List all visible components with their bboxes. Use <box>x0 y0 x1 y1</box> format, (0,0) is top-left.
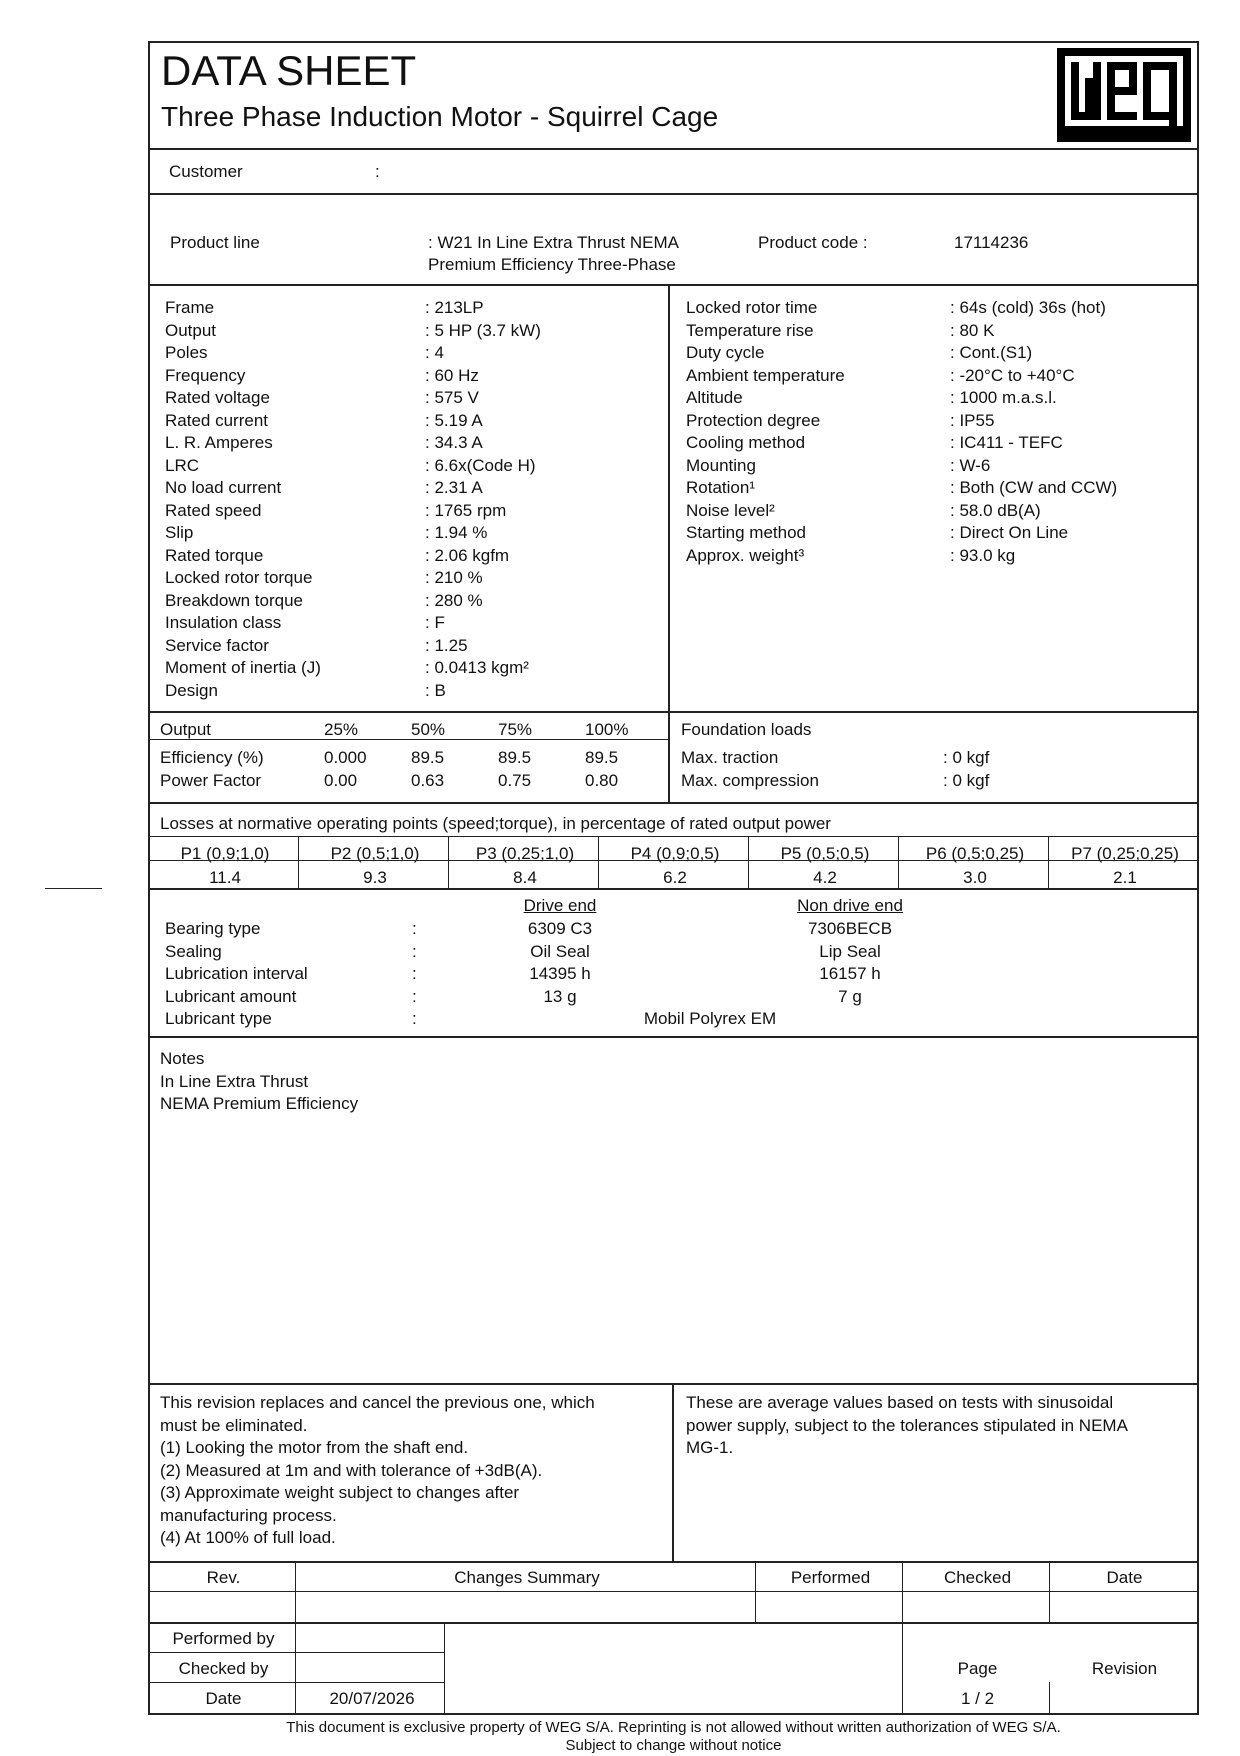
spec-value: : 1.25 <box>425 635 468 655</box>
losses-col-line <box>1048 836 1049 888</box>
changes-summary-header: Changes Summary <box>454 1568 600 1587</box>
spec-value: : 210 % <box>425 568 483 587</box>
page-subtitle: Three Phase Induction Motor - Squirrel Cage <box>161 101 719 132</box>
max-traction-label: Max. traction <box>681 748 779 767</box>
spec-value: : 2.31 A <box>425 478 483 497</box>
perf-header-25: 25% <box>324 720 359 739</box>
efficiency-75: 89.5 <box>498 748 532 767</box>
losses-row-line <box>148 836 1199 837</box>
spec-value: : 4 <box>425 343 444 362</box>
drive-end-heading: Drive end <box>523 896 597 915</box>
spec-value: : 280 % <box>425 590 483 610</box>
loss-value-p2: 9.3 <box>363 868 387 887</box>
footnote-line: (2) Measured at 1m and with tolerance of +3dB(A). <box>160 1460 543 1480</box>
footnote-line: manufacturing process. <box>160 1505 337 1525</box>
spec-label: Rated voltage <box>165 388 270 407</box>
spec-value: : Cont.(S1) <box>950 343 1033 362</box>
loss-point-p2: P2 (0,5;1,0) <box>330 844 420 863</box>
column-divider <box>668 284 670 802</box>
rev-col-line <box>295 1561 296 1715</box>
spec-value: : Direct On Line <box>950 523 1069 542</box>
power-factor-50: 0.63 <box>411 771 445 790</box>
spec-label: Starting method <box>686 523 807 542</box>
footnote-line: These are average values based on tests with sinusoidal <box>686 1393 1114 1412</box>
spec-label: Ambient temperature <box>686 365 845 385</box>
spec-label: Insulation class <box>165 613 282 632</box>
spec-value: : 60 Hz <box>425 365 479 385</box>
footnote-line: (3) Approximate weight subject to changes after <box>160 1483 520 1502</box>
spec-value: : 5 HP (3.7 kW) <box>425 320 541 340</box>
rev-col-line <box>755 1561 756 1622</box>
spec-value: : 93.0 kg <box>950 545 1016 565</box>
drive-end-value: Oil Seal <box>530 941 590 961</box>
bearing-colon: : <box>412 941 417 961</box>
bearing-label: Lubricant type <box>165 1009 272 1028</box>
product-line-label: Product line <box>170 233 260 252</box>
loss-value-p4: 6.2 <box>663 868 687 887</box>
non-drive-end-value: 7306BECB <box>807 919 893 938</box>
spec-label: Approx. weight³ <box>686 545 805 565</box>
efficiency-50: 89.5 <box>411 748 445 767</box>
efficiency-label: Efficiency (%) <box>160 748 264 767</box>
spec-value: : 80 K <box>950 320 995 340</box>
efficiency-100: 89.5 <box>585 748 619 767</box>
spec-label: Protection degree <box>686 410 821 430</box>
footer-copyright: This document is exclusive property of WEG S/A. Reprinting is not allowed without written authorization of WEG S/A. <box>286 1719 1061 1736</box>
weg-logo-mark <box>1057 48 1191 142</box>
spec-value: : 575 V <box>425 388 479 407</box>
max-compression-value: : 0 kgf <box>943 771 990 790</box>
bearing-colon: : <box>412 986 417 1006</box>
spec-value: : B <box>425 680 446 700</box>
loss-value-p7: 2.1 <box>1113 868 1137 887</box>
revision-label: Revision <box>1091 1659 1158 1678</box>
spec-value: : IP55 <box>950 410 995 430</box>
divider <box>148 1622 1199 1624</box>
spec-label: Mounting <box>686 455 756 475</box>
bearing-label: Bearing type <box>165 919 261 938</box>
checked-header: Checked <box>943 1568 1012 1587</box>
max-compression-label: Max. compression <box>681 771 819 790</box>
footnote-line: power supply, subject to the tolerances stipulated in NEMA <box>686 1415 1128 1435</box>
right-spec-labels <box>686 298 845 568</box>
spec-label: Design <box>165 680 218 700</box>
power-factor-75: 0.75 <box>498 771 532 790</box>
rev-col-line <box>1049 1561 1050 1622</box>
spec-label: LRC <box>165 455 200 475</box>
non-drive-end-heading: Non drive end <box>797 896 903 915</box>
notes-title: Notes <box>160 1049 205 1068</box>
spec-label: Locked rotor time <box>686 298 818 317</box>
spec-value: : 213LP <box>425 298 484 317</box>
date-label: Date <box>205 1689 242 1708</box>
loss-point-p4: P4 (0,9;0,5) <box>630 844 720 863</box>
footnotes-right <box>686 1393 1128 1461</box>
losses-col-line <box>448 836 449 888</box>
spec-label: Altitude <box>686 388 743 407</box>
signoff-line <box>148 1682 444 1683</box>
right-spec-values <box>950 298 1117 568</box>
footer-notice: Subject to change without notice <box>565 1737 782 1754</box>
signoff-col-line <box>444 1622 445 1715</box>
drive-end-value: 13 g <box>543 986 577 1006</box>
spec-value: : 2.06 kgfm <box>425 545 510 565</box>
loss-point-p7: P7 (0,25;0,25) <box>1071 844 1179 863</box>
spec-label: Noise level² <box>686 500 775 520</box>
perf-header-line <box>148 739 668 740</box>
product-line-value-2: Premium Efficiency Three-Phase <box>428 255 676 274</box>
bearing-labels <box>165 919 308 1032</box>
spec-value: : F <box>425 613 445 632</box>
page-title: DATA SHEET <box>161 47 417 94</box>
spec-value: : 5.19 A <box>425 410 483 430</box>
spec-value: : 1000 m.a.s.l. <box>950 388 1057 407</box>
footnote-line: This revision replaces and cancel the previous one, which <box>160 1393 595 1412</box>
spec-value: : -20°C to +40°C <box>950 365 1075 385</box>
loss-point-p1: P1 (0,9;1,0) <box>180 844 270 863</box>
divider <box>148 193 1199 195</box>
product-code-value: 17114236 <box>954 233 1029 252</box>
spec-label: Output <box>165 320 217 340</box>
customer-colon: : <box>375 162 380 181</box>
product-line-value: : W21 In Line Extra Thrust NEMA <box>428 233 679 252</box>
loss-point-p3: P3 (0,25;1,0) <box>475 844 575 863</box>
notes-line: In Line Extra Thrust <box>160 1071 309 1091</box>
spec-label: Moment of inertia (J) <box>165 658 321 677</box>
spec-label: Frame <box>165 298 215 317</box>
non-drive-end-value: 7 g <box>838 986 862 1006</box>
spec-label: Temperature rise <box>686 320 814 340</box>
bearing-colon: : <box>412 964 417 983</box>
losses-col-line <box>598 836 599 888</box>
spec-label: Cooling method <box>686 433 806 452</box>
signoff-line <box>148 1652 444 1653</box>
spec-label: Rated speed <box>165 500 262 520</box>
bearing-label: Lubrication interval <box>165 964 308 983</box>
bearing-colons <box>412 919 417 1032</box>
spec-label: Duty cycle <box>686 343 765 362</box>
non-drive-end-value: Lip Seal <box>819 941 881 961</box>
spec-label: Rated current <box>165 410 268 430</box>
loss-point-p5: P5 (0,5;0,5) <box>780 844 870 863</box>
spec-label: Slip <box>165 523 194 542</box>
losses-col-line <box>298 836 299 888</box>
notes-block <box>160 1049 358 1117</box>
spec-label: Breakdown torque <box>165 590 303 610</box>
perf-header-50: 50% <box>411 720 446 739</box>
power-factor-25: 0.00 <box>324 771 358 790</box>
spec-value: : 34.3 A <box>425 433 483 452</box>
date-value: 20/07/2026 <box>329 1689 415 1708</box>
spec-label: Poles <box>165 343 208 362</box>
spec-value: : 64s (cold) 36s (hot) <box>950 298 1106 317</box>
lubricant-type-value: Mobil Polyrex EM <box>643 1009 777 1028</box>
spec-value: : 0.0413 kgm² <box>425 658 529 677</box>
weg-logo <box>1057 48 1191 142</box>
power-factor-100: 0.80 <box>585 771 619 790</box>
left-spec-values <box>425 298 541 703</box>
divider <box>148 802 1199 804</box>
performed-by-label: Performed by <box>172 1629 275 1648</box>
drive-end-value: 6309 C3 <box>527 919 593 938</box>
drive-end-value: 14395 h <box>529 964 591 983</box>
bearing-colon: : <box>412 1009 417 1028</box>
perf-header-75: 75% <box>498 720 533 739</box>
footnote-line: must be eliminated. <box>160 1415 308 1435</box>
spec-value: : 58.0 dB(A) <box>950 500 1041 520</box>
notes-line: NEMA Premium Efficiency <box>160 1094 359 1113</box>
divider <box>148 1561 1199 1563</box>
perf-header-label: Output <box>160 720 212 739</box>
spec-value: : 1765 rpm <box>425 500 507 520</box>
footnote-line: (1) Looking the motor from the shaft end. <box>160 1438 469 1457</box>
loss-value-p5: 4.2 <box>813 868 837 887</box>
date-header: Date <box>1106 1568 1143 1587</box>
left-spec-labels <box>165 298 321 703</box>
non-drive-end-values <box>750 919 950 1009</box>
spec-label: Service factor <box>165 635 269 655</box>
page-number: 1 / 2 <box>960 1689 995 1708</box>
spec-label: Locked rotor torque <box>165 568 313 587</box>
losses-col-line <box>898 836 899 888</box>
divider <box>148 148 1199 150</box>
rev-col-line <box>902 1561 903 1715</box>
spec-label: Rated torque <box>165 545 264 565</box>
bearing-label: Lubricant amount <box>165 986 297 1006</box>
loss-value-p3: 8.4 <box>513 868 537 887</box>
losses-row-line <box>148 860 1199 861</box>
spec-value: : W-6 <box>950 455 991 475</box>
divider <box>148 284 1199 286</box>
checked-by-label: Checked by <box>178 1659 269 1678</box>
spec-value: : IC411 - TEFC <box>950 433 1063 452</box>
spec-label: No load current <box>165 478 282 497</box>
spec-value: : Both (CW and CCW) <box>950 478 1118 497</box>
spec-label: Frequency <box>165 365 246 385</box>
divider <box>148 888 1199 890</box>
losses-col-line <box>748 836 749 888</box>
spec-value: : 6.6x(Code H) <box>425 455 536 475</box>
loss-value-p6: 3.0 <box>963 868 987 887</box>
foundation-title: Foundation loads <box>681 720 812 739</box>
performed-header: Performed <box>790 1568 871 1587</box>
spec-value: : 1.94 % <box>425 523 488 542</box>
loss-point-p6: P6 (0,5;0,25) <box>925 844 1025 863</box>
divider <box>148 1036 1199 1038</box>
bearing-label: Sealing <box>165 941 222 961</box>
footnote-line: MG-1. <box>686 1438 734 1457</box>
divider <box>148 711 1199 713</box>
spec-label: Rotation¹ <box>686 478 755 497</box>
product-code-label: Product code : <box>758 233 868 252</box>
customer-label: Customer <box>169 162 243 181</box>
rev-header: Rev. <box>206 1568 241 1587</box>
perf-header-100: 100% <box>585 720 629 739</box>
spec-label: L. R. Amperes <box>165 433 273 452</box>
power-factor-label: Power Factor <box>160 771 262 790</box>
drive-end-values <box>480 919 640 1009</box>
max-traction-value: : 0 kgf <box>943 748 990 767</box>
column-divider <box>672 1383 674 1561</box>
loss-value-p1: 11.4 <box>209 868 241 887</box>
rev-table-line <box>148 1591 1199 1592</box>
non-drive-end-value: 16157 h <box>819 964 881 983</box>
efficiency-25: 0.000 <box>324 748 367 767</box>
signoff-col-line <box>1049 1682 1050 1715</box>
page-label: Page <box>957 1659 998 1678</box>
margin-mark <box>45 888 102 889</box>
footnote-line: (4) At 100% of full load. <box>160 1528 336 1547</box>
footnotes-left <box>160 1393 595 1551</box>
losses-title: Losses at normative operating points (speed;torque), in percentage of rated output power <box>160 814 831 833</box>
bearing-colon: : <box>412 919 417 938</box>
